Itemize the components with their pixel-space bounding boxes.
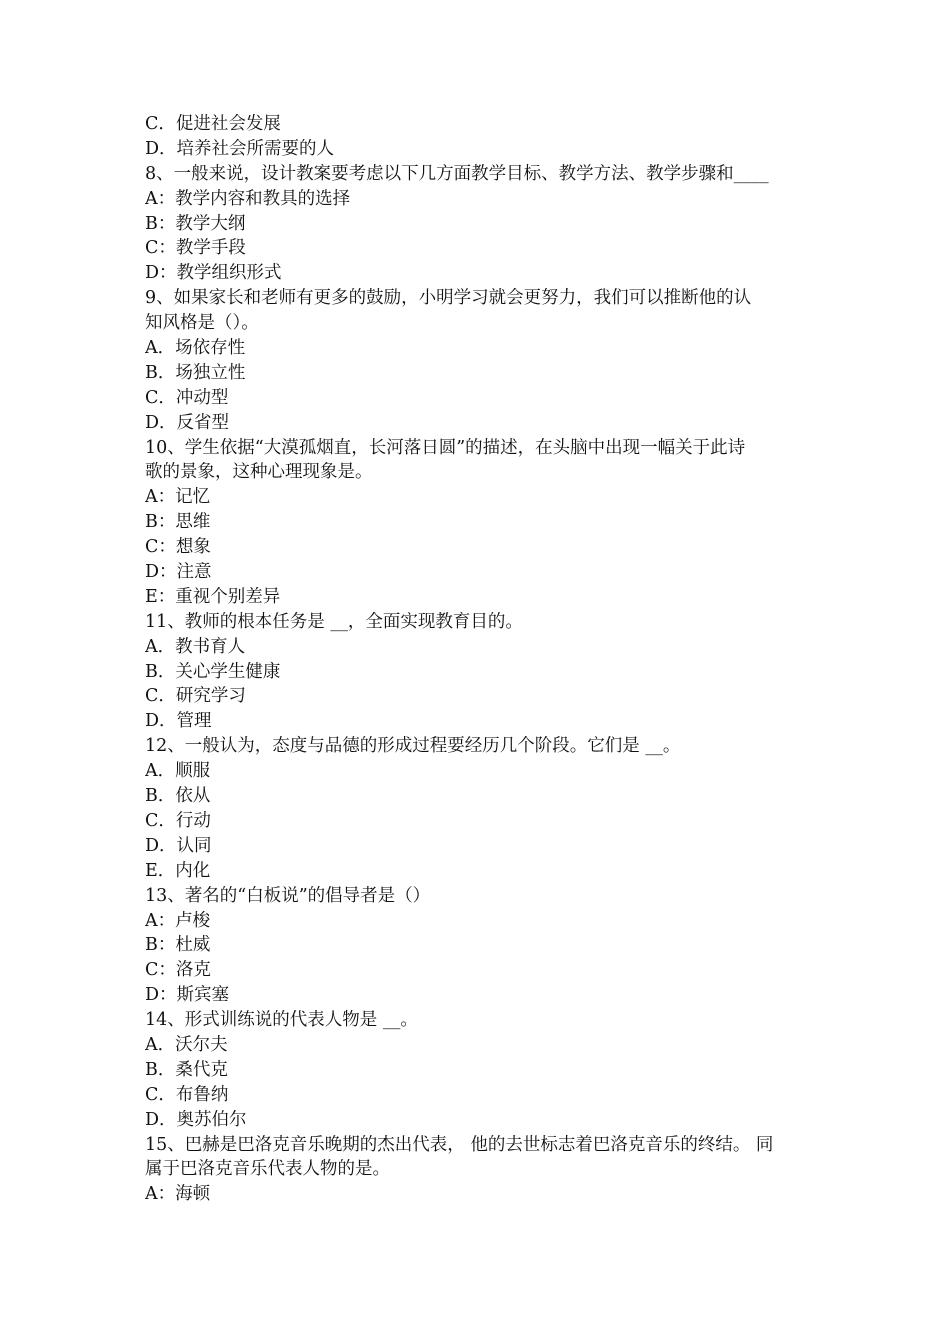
text-line: A：教学内容和教具的选择 — [145, 188, 351, 209]
text-line: D：教学组织形式 — [145, 263, 282, 284]
text-line: D：注意 — [145, 562, 212, 583]
text-line: B：杜威 — [145, 935, 211, 956]
text-line: D：斯宾塞 — [145, 985, 230, 1006]
text-line: 歌的景象，这种心理现象是。 — [145, 462, 373, 483]
text-line: B．依从 — [145, 786, 211, 807]
text-line: C：想象 — [145, 537, 211, 558]
text-line: 属于巴洛克音乐代表人物的是。 — [145, 1159, 390, 1180]
text-line: C．研究学习 — [145, 686, 246, 707]
document-page — [145, 112, 815, 1207]
text-line: C．布鲁纳 — [145, 1084, 229, 1105]
text-line: B：思维 — [145, 512, 211, 533]
text-line: A：记忆 — [145, 487, 211, 508]
text-line: B．关心学生健康 — [145, 661, 281, 682]
text-line: E．内化 — [145, 860, 211, 881]
text-line: D．培养社会所需要的人 — [145, 138, 335, 159]
text-line: D．管理 — [145, 711, 212, 732]
text-line: A．沃尔夫 — [145, 1034, 228, 1055]
text-line: A．教书育人 — [145, 636, 246, 657]
text-line: 知风格是（）。 — [145, 313, 259, 334]
question-15: 15、巴赫是巴洛克音乐晚期的杰出代表， 他的去世标志着巴洛克音乐的终结。 同 — [145, 1134, 774, 1155]
question-13: 13、著名的“白板说”的倡导者是（） — [145, 885, 431, 906]
text-line: A．顺服 — [145, 761, 211, 782]
text-line: A：海顿 — [145, 1184, 211, 1205]
question-8: 8、一般来说，设计教案要考虑以下几方面教学目标、教学方法、教学步骤和____ — [145, 163, 769, 184]
text-line: C：教学手段 — [145, 238, 246, 259]
text-line: C．行动 — [145, 810, 211, 831]
text-line: C：洛克 — [145, 960, 211, 981]
question-11: 11、教师的根本任务是 __，全面实现教育目的。 — [145, 611, 523, 632]
text-line: A：卢梭 — [145, 910, 211, 931]
text-line: D．反省型 — [145, 412, 230, 433]
text-line: C．冲动型 — [145, 387, 229, 408]
text-line: A．场依存性 — [145, 338, 246, 359]
text-line: C．促进社会发展 — [145, 114, 281, 134]
text-line: E：重视个别差异 — [145, 586, 281, 607]
question-9: 9、如果家长和老师有更多的鼓励，小明学习就会更努力，我们可以推断他的认 — [145, 288, 752, 309]
text-line: D．认同 — [145, 835, 212, 856]
question-10: 10、学生依据“大漠孤烟直，长河落日圆”的描述，在头脑中出现一幅关于此诗 — [145, 437, 746, 458]
text-line: B．桑代克 — [145, 1059, 228, 1080]
question-12: 12、一般认为，态度与品德的形成过程要经历几个阶段。它们是 __。 — [145, 736, 681, 757]
text-line: D．奥苏伯尔 — [145, 1109, 247, 1130]
text-line: B．场独立性 — [145, 362, 246, 383]
text-line: B：教学大纲 — [145, 213, 246, 234]
question-14: 14、形式训练说的代表人物是 __。 — [145, 1010, 418, 1031]
